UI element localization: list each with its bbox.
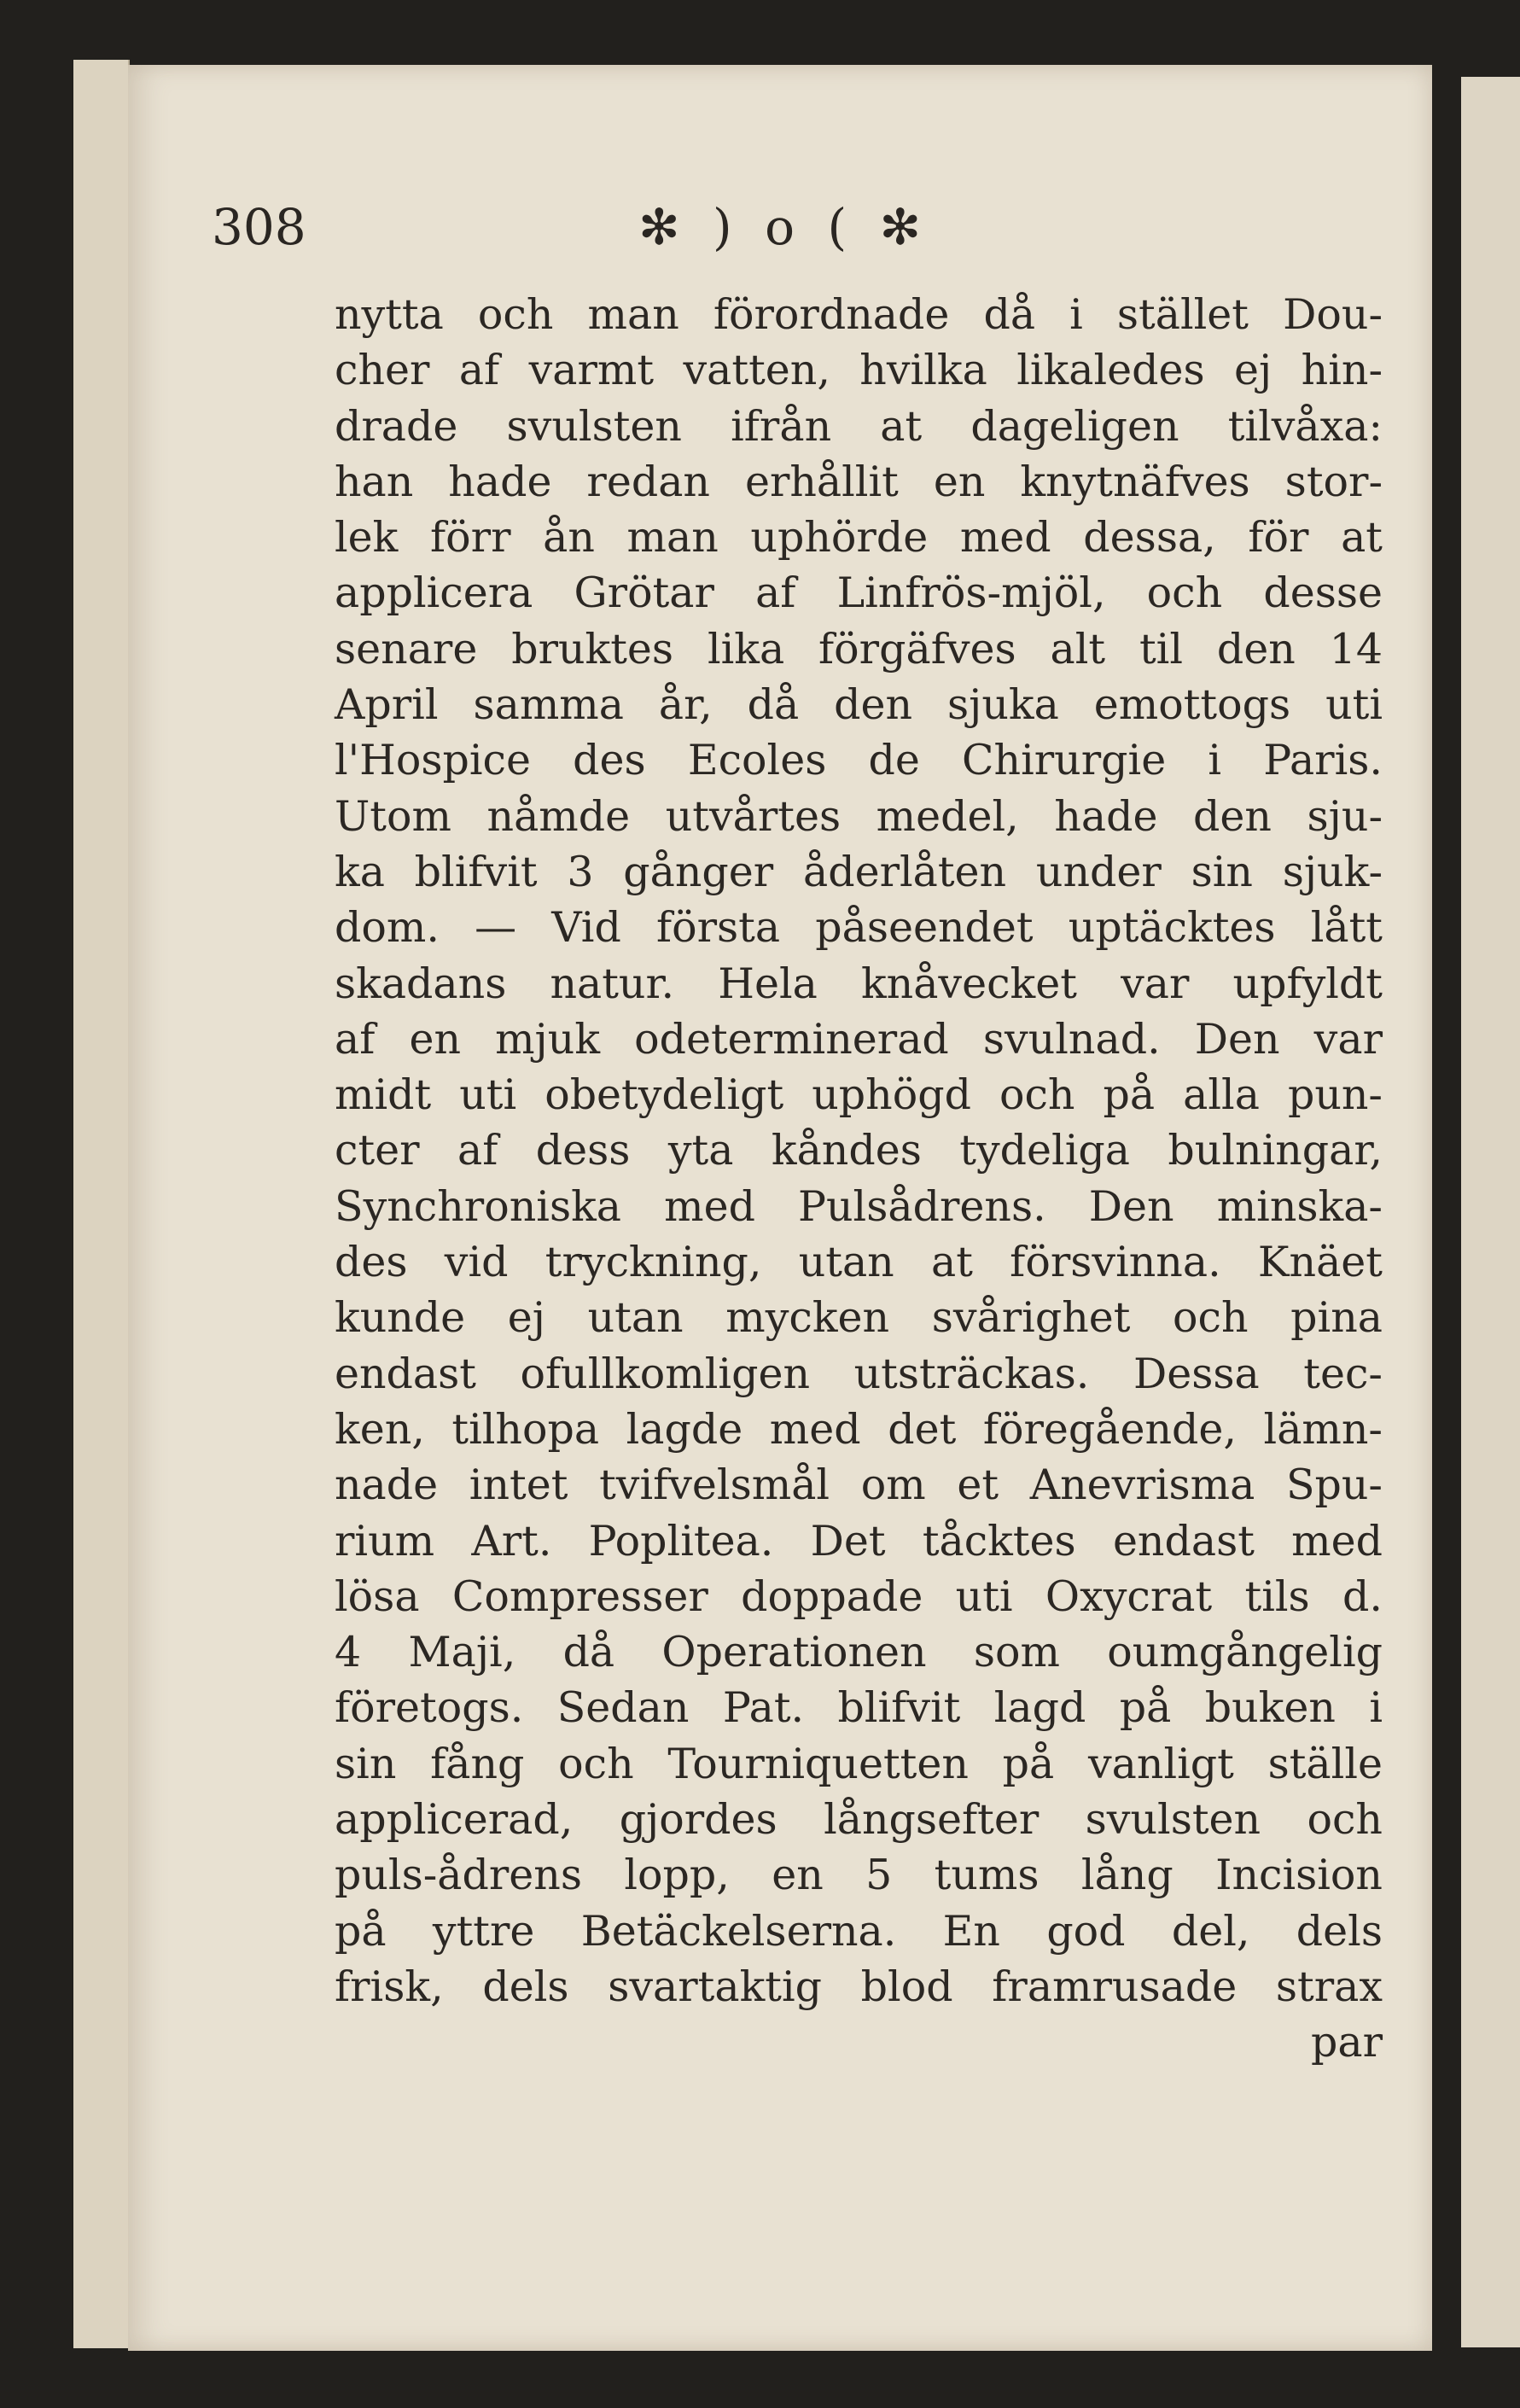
text-line: rium Art. Poplitea. Det tåcktes endast med (335, 1516, 1383, 1565)
text-line: des vid tryckning, utan at försvinna. Knäet (335, 1238, 1383, 1287)
text-line: sin fång och Tourniquetten på vanligt ställe (335, 1739, 1383, 1788)
text-line: han hade redan erhållit en knytnäfves stor- (335, 457, 1383, 506)
text-line: senare bruktes lika förgäfves alt til den 14 (335, 624, 1383, 673)
text-line: applicera Grötar af Linfrös-mjöl, och desse (335, 568, 1383, 618)
text-line: 4 Maji, då Operationen som oumgångelig (335, 1628, 1383, 1677)
text-line: lösa Compresser doppade uti Oxycrat tils d. (335, 1571, 1383, 1621)
text-line: ken, tilhopa lagde med det föregående, lämn- (335, 1404, 1383, 1454)
facing-page-edge (1461, 77, 1520, 2347)
text-line: applicerad, gjordes långsefter svulsten och (335, 1795, 1383, 1845)
text-line: cter af dess yta kåndes tydeliga bulningar, (335, 1126, 1383, 1175)
text-line: nytta och man förordnade då i stället Dou- (335, 290, 1383, 339)
page-number: 308 (212, 198, 306, 256)
catchword: par (1310, 2018, 1383, 2067)
text-line: kunde ej utan mycken svårighet och pina (335, 1293, 1383, 1343)
text-line: drade svulsten ifrån at dageligen tilvåxa: (335, 401, 1383, 451)
text-line: på yttre Betäckelserna. En god del, dels (335, 1906, 1383, 1956)
text-line: dom. — Vid första påseendet uptäcktes lått (335, 903, 1383, 953)
text-line: af en mjuk odeterminerad svulnad. Den var (335, 1014, 1383, 1064)
text-line: frisk, dels svartaktig blod framrusade strax (335, 1962, 1383, 2011)
text-line: puls-ådrens lopp, en 5 tums lång Incision (335, 1851, 1383, 1900)
text-line: ka blifvit 3 gånger åderlåten under sin sjuk- (335, 847, 1383, 896)
text-line: cher af varmt vatten, hvilka likaledes ej hin- (335, 346, 1383, 395)
running-head-ornament: ✻ ) o ( ✻ (638, 198, 930, 256)
page-header (212, 198, 1372, 275)
text-line: lek förr ån man uphörde med dessa, för at (335, 513, 1383, 563)
body-text (335, 287, 1383, 2071)
text-line: företogs. Sedan Pat. blifvit lagd på buken i (335, 1683, 1383, 1733)
text-line: nade intet tvifvelsmål om et Anevrisma Spu- (335, 1461, 1383, 1510)
text-line: midt uti obetydeligt uphögd och på alla pun- (335, 1070, 1383, 1120)
text-line: l'Hospice des Ecoles de Chirurgie i Paris. (335, 736, 1383, 785)
text-line: April samma år, då den sjuka emottogs uti (335, 680, 1383, 730)
text-line: skadans natur. Hela knåvecket var upfyldt (335, 959, 1383, 1008)
text-line: Utom nåmde utvårtes medel, hade den sju- (335, 791, 1383, 841)
text-line: endast ofullkomligen utsträckas. Dessa tec- (335, 1349, 1383, 1398)
text-line: Synchroniska med Pulsådrens. Den minska- (335, 1181, 1383, 1231)
